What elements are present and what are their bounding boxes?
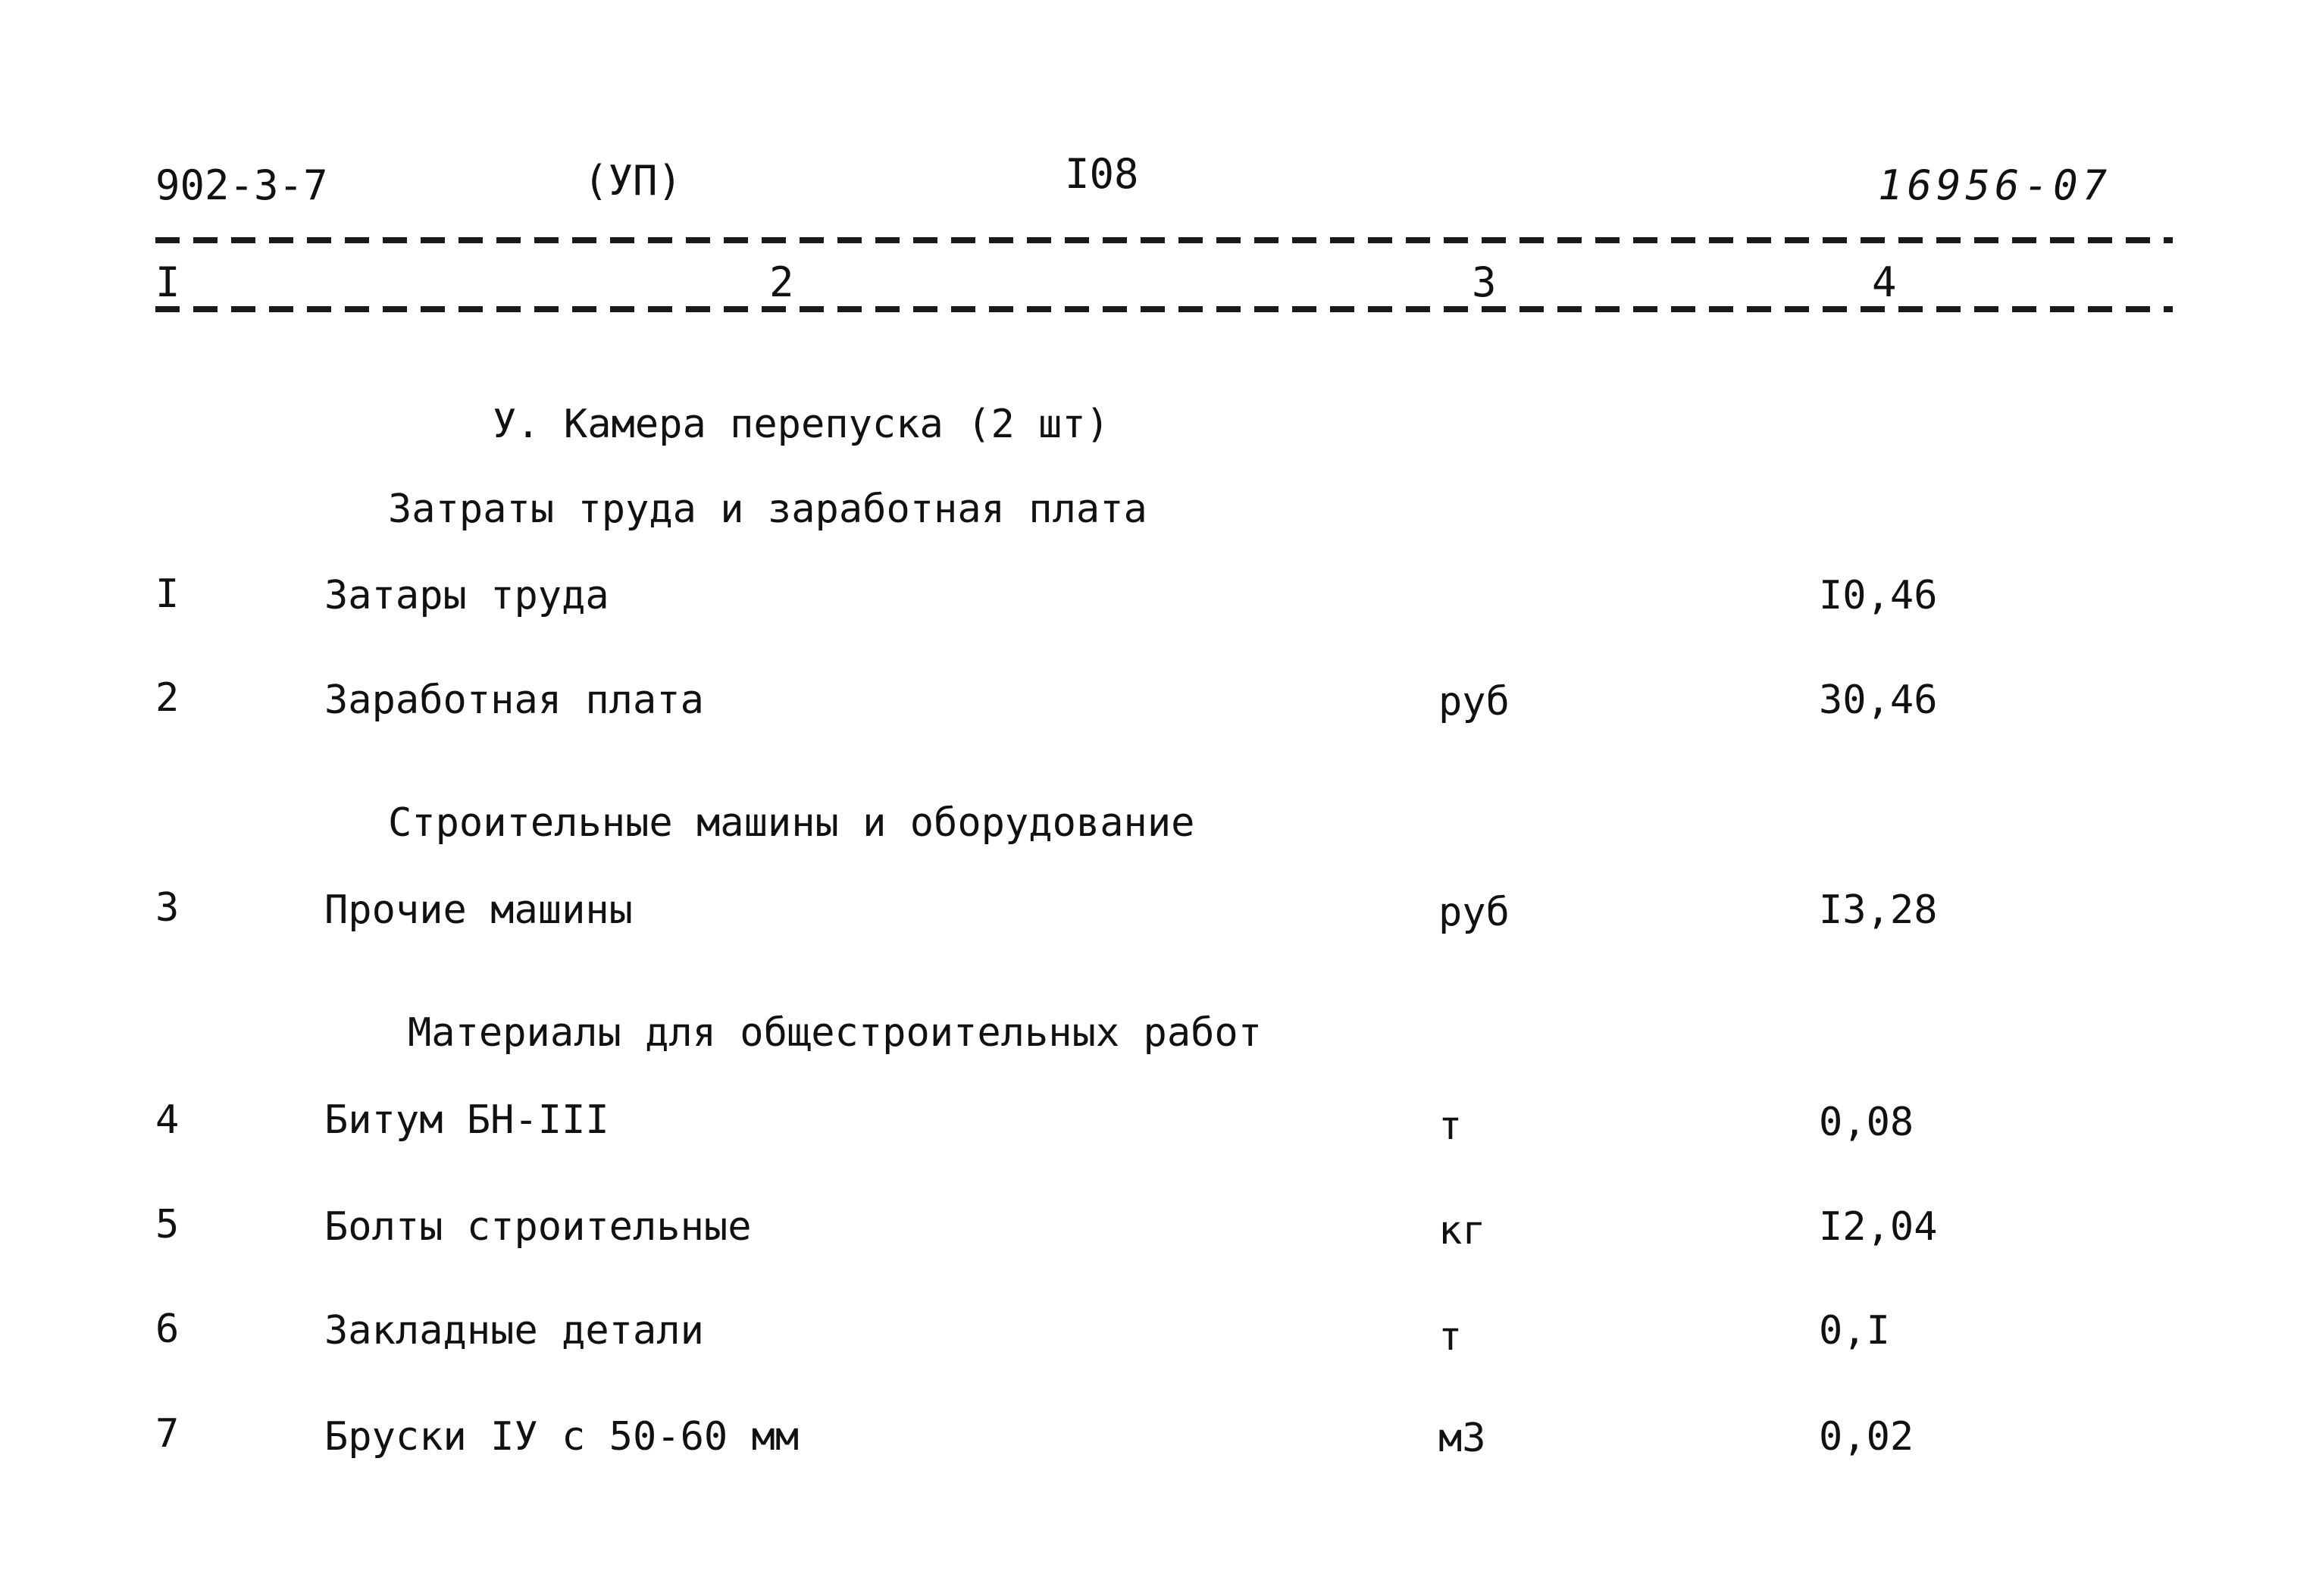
bottom-dashed-rule xyxy=(155,306,2173,312)
document-part: (УП) xyxy=(584,157,683,205)
row-number: 6 xyxy=(155,1307,180,1352)
row-name: Затары труда xyxy=(324,573,609,618)
row-number: 2 xyxy=(155,675,180,721)
group-title-labor: Затраты труда и заработная плата xyxy=(388,487,1147,532)
top-dashed-rule xyxy=(155,237,2173,243)
row-name: Заработная плата xyxy=(324,678,704,723)
row-value: 0,08 xyxy=(1819,1100,1914,1145)
row-value: 0,I xyxy=(1819,1308,1890,1353)
row-name: Болты строительные xyxy=(324,1204,752,1250)
row-unit: т xyxy=(1438,1103,1463,1149)
row-unit: т xyxy=(1438,1314,1463,1360)
row-unit: руб xyxy=(1438,890,1510,935)
row-number: 7 xyxy=(155,1411,180,1457)
inventory-number: 16956-07 xyxy=(1878,161,2112,209)
row-number: I xyxy=(155,571,180,617)
row-value: I0,46 xyxy=(1819,573,1938,618)
column-number-3: 3 xyxy=(1472,258,1497,306)
row-name: Прочие машины xyxy=(324,887,633,933)
page-number: I08 xyxy=(1065,150,1139,198)
row-value: 0,02 xyxy=(1819,1414,1914,1460)
row-unit: м3 xyxy=(1438,1416,1486,1461)
row-name: Закладные детали xyxy=(324,1308,704,1353)
group-title-machines: Строительные машины и оборудование xyxy=(388,800,1195,846)
row-unit: руб xyxy=(1438,679,1510,724)
document-code: 902-3-7 xyxy=(155,161,328,209)
row-value: I3,28 xyxy=(1819,887,1938,933)
row-number: 5 xyxy=(155,1202,180,1247)
row-value: I2,04 xyxy=(1819,1204,1938,1250)
row-value: 30,46 xyxy=(1819,678,1938,723)
column-number-1: I xyxy=(155,258,180,306)
row-name: Битум БН-III xyxy=(324,1097,609,1143)
column-number-2: 2 xyxy=(769,258,794,306)
row-number: 4 xyxy=(155,1097,180,1143)
row-number: 3 xyxy=(155,885,180,931)
section-title: У. Камера перепуска (2 шт) xyxy=(493,402,1109,447)
group-title-materials: Материалы для общестроительных работ xyxy=(408,1010,1263,1056)
column-number-4: 4 xyxy=(1872,258,1897,306)
row-name: Бруски IУ с 50-60 мм xyxy=(324,1414,800,1460)
row-unit: кг xyxy=(1438,1208,1486,1253)
